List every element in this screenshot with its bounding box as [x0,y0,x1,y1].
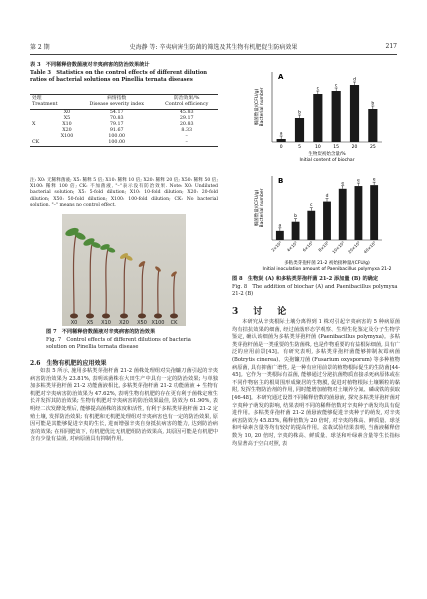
significance-letter: c [310,203,313,209]
bar [295,118,304,142]
significance-letter: e [341,181,345,187]
bar [370,185,378,240]
significance-letter: a [279,131,283,137]
y-axis-label-en: Bacterial number [260,87,265,127]
x-tick-label: 2×10⁵ [270,240,283,253]
bar [355,186,363,240]
page-number: 217 [385,42,397,50]
x-tick-label: 20×10⁵ [346,240,362,255]
bar [276,231,284,240]
bar [339,189,347,240]
table-row: X100 100.00 – [60,134,188,139]
significance-letter: b [371,101,375,107]
figure8-chart-b [232,168,397,276]
table-row: X X10 79.17 20.83 [32,122,194,127]
significance-letter: e [357,178,360,184]
table3-title-en: Table 3 Statistics on the control effects of different dilution ratios of bacterial solutions on Pinellia ternata diseases [30,70,208,83]
fig7-label: X5 [86,320,94,326]
figure8-chart-a [232,64,397,164]
x-tick-label: 20 [351,145,358,150]
x-tick-label: 40×10⁵ [362,240,377,255]
significance-letter: a [278,223,282,229]
bar [313,94,322,142]
section-3-heading: 3 讨 论 [232,307,290,317]
panel-label: B [278,177,284,185]
significance-letter: b [298,110,301,116]
table3-title-cn: 表 3 不同稀释倍数菌液对辛夷病害的防治效果统计 [30,62,150,68]
x-tick-label: 8×10⁵ [317,240,330,253]
bar [350,85,359,142]
table-row: X5 70.83 29.17 [63,116,194,121]
section-2-6-text: 如表 5 所示, 施用多粘类芽孢杆菌 21-2 菌株处理组对尖孢镰刀菌引起的辛夷病害防治效果为 23.81%, 表明该菌株在大田生产中具有一定的防治效果; 与单独加多粘类芽孢杆菌 21-2 功能菌液相比, 多粘类芽孢杆菌 21-2 功能菌液 + 生物有机肥对辛夷病害防治效果为 47.62%, 表明生物有机肥的存在更有利于菌株定殖生长并发挥其防治效果; 生物有机肥对辛夷病害的防治效果最佳, 防效为 61.90%, 表明经二次发酵处理后, 能够提高菌株的浓度和活性, 有利于多粘类芽孢杆菌 21-2 定殖土壤, 发挥防治效果; 有机肥和无机肥处理组对辛夷病害也有一定的防治效果, 原因可能是其能够促进辛夷的生长, 进而增强辛夷自身抵抗病害的能力, 达到防治病害的效果; 在相同肥效下, 有机肥优比无机肥组防治效果高, 其原因可能是有机肥中含有少量有益菌, 对病原菌具有抑制作用。 [30,368,218,443]
bar [323,202,331,240]
table3-col3-cn: 防治效果/% [174,96,200,101]
panel-label: A [278,73,284,81]
bar [277,139,286,142]
bar [332,91,341,142]
bar [307,211,315,240]
significance-letter: d [325,194,329,200]
section-3-text: 本研究从辛夷根际土壤分离得到 1 株对引起辛夷病害的 5 种病原菌均有拮抗效果的细菌, 经过菌落形态学观察、生理生化鉴定及分子生物学鉴定, 确认该细菌为多粘类芽孢杆菌 (Paenibacillus polymyxa)。多粘类芽孢杆菌是一类重要的生防菌株, 也是作物重要的有益根际细菌, 具有广泛的应用前景[43]。有研究表明, 多粘类芽孢杆菌能够抑制灰霉病菌 (Botrytis cinerea)、尖孢镰刀菌 (Fusarium oxysporum) 等多种植物病原菌, 具有抑菌广谱性, 是一种有应用前景的植物根际促生的生防菌[44-45]。它作为一类根际有益菌, 能够通过分泌抗菌物质直接杀死病原体或在不同作物宿主的根周围形成聚居的生物膜, 促进对植物根际土壤颗粒的黏附, 发挥生物防治剂的作用, 同时能增加植物对土壤养分氮、磷或铁的获取[46-48]。本研究通过设置不同稀释倍数的菌悬液, 探究多粘类芽孢杆菌对辛夷种子萌发的影响, 结果表明不同的稀释倍数对辛夷种子萌发均具有促进作用。多粘类芽孢杆菌 21-2 菌悬液能够促进辛夷种子的萌发, 对辛夷病害防效为 45.83%, 稀释倍数为 20 倍时, 对辛夷的株高、鲜质量、球茎和叶绿素含量等均有较好的提高作用。盆栽试验结果表明, 当菌液稀释倍数为 10, 20 倍时, 辛夷的株高、鲜质量、球茎和叶绿素含量等生长指标均显著高于空白对照, 表 [232,319,400,447]
table3-note: 注: X0: 无稀释菌液; X5: 稀释 5 倍; X10: 稀释 10 倍; X20: 稀释 20 倍; X50: 稀释 50 倍; X100: 稀释 100 倍; CK: 不加菌液, "–"表示没有防治效果. Note: X0: Undiluted bacterial solution; X5: 5-fold dilution; X10: 10-fold dilution; X20: 20-fold dilution; X50: 50-fold dilution; X100: 100-fold dilution; CK: No bacterial solution. "–" means no control effect. [30,178,218,208]
x-tick-label: 10×10⁵ [331,240,346,255]
table-row: X0 54.17 45.83 [63,110,194,115]
running-header [30,40,397,55]
table3-header-row [30,95,218,110]
figure7-caption-en: Fig. 7 Control effects of different dilutions of bacteria solution on Pinellia ternata disease [46,337,191,350]
x-axis-label-en: Initial content of biochar [299,158,355,163]
plant-photo-illustration [62,214,186,326]
figure8-caption-en: Fig. 8 The addition of biochar (A) and Paenibacillus polymyxa 21-2 (B) [232,284,398,297]
x-tick-label: 25 [369,145,376,150]
x-tick-label: 6×10⁵ [301,240,314,253]
y-axis-label: 细菌数量/(CFU/g) [255,189,260,227]
x-tick-label: 5 [298,145,301,150]
x-axis-label: 生物炭初始含量/% [308,152,346,157]
y-axis-label-en: Bacterial number [260,188,265,228]
section-2-6-heading: 2.6 生物有机肥的应用效果 [30,360,107,367]
fig7-label: CK [170,320,178,326]
table3-col1-cn: 处理 [32,96,42,101]
x-axis-label-en: Initial inoculation amount of Paenibacillus polymyxa 21-2 [262,267,392,272]
table3-col2-en: Disease severity index [89,102,144,107]
significance-letter: c [334,83,338,89]
table3 [30,94,218,147]
table3-col2-cn: 病情指数 [107,96,127,101]
figure8-caption-cn: 图 8 生物炭 (A) 和多粘类芽孢杆菌 21-2 添加量 (B) 的确定 [232,276,379,282]
x-tick-label: 0 [279,145,283,150]
y-axis-label: 细菌数量/(CFU/g) [255,88,260,126]
significance-letter: c [316,86,320,92]
significance-letter: e [372,177,376,183]
fig7-label: X50 [137,320,147,326]
x-tick-label: 4×10⁵ [285,240,299,253]
fig7-label: X0 [70,320,78,326]
x-tick-label: 10 [314,145,321,150]
bar [368,109,377,142]
table3-col3-en: Control efficiency [165,102,209,107]
x-axis-label: 多粘类芽孢杆菌 21-2 初始接种量/(CFU/g) [284,261,370,266]
table-row: X20 91.67 8.33 [62,128,193,133]
table-row: CK 100.00 – [30,140,218,147]
x-tick-label: 15 [333,145,340,150]
significance-letter: d [353,77,356,83]
significance-letter: b [294,214,298,220]
figure7-caption-cn: 图 7 不同稀释倍数菌液对辛夷病害的防治效果 [46,329,156,335]
fig7-label: X100 [151,320,165,326]
fig7-label: X10 [101,320,111,326]
table3-col1-en: Treatment [32,102,58,107]
running-title: 史海静 等: 辛夷病害生防菌的筛选及其生物有机肥促生防病效果 [129,43,298,51]
fig7-label: X20 [119,320,129,326]
issue-number: 第 2 期 [30,43,50,51]
bar [292,222,300,240]
figure7-photo [62,214,186,326]
